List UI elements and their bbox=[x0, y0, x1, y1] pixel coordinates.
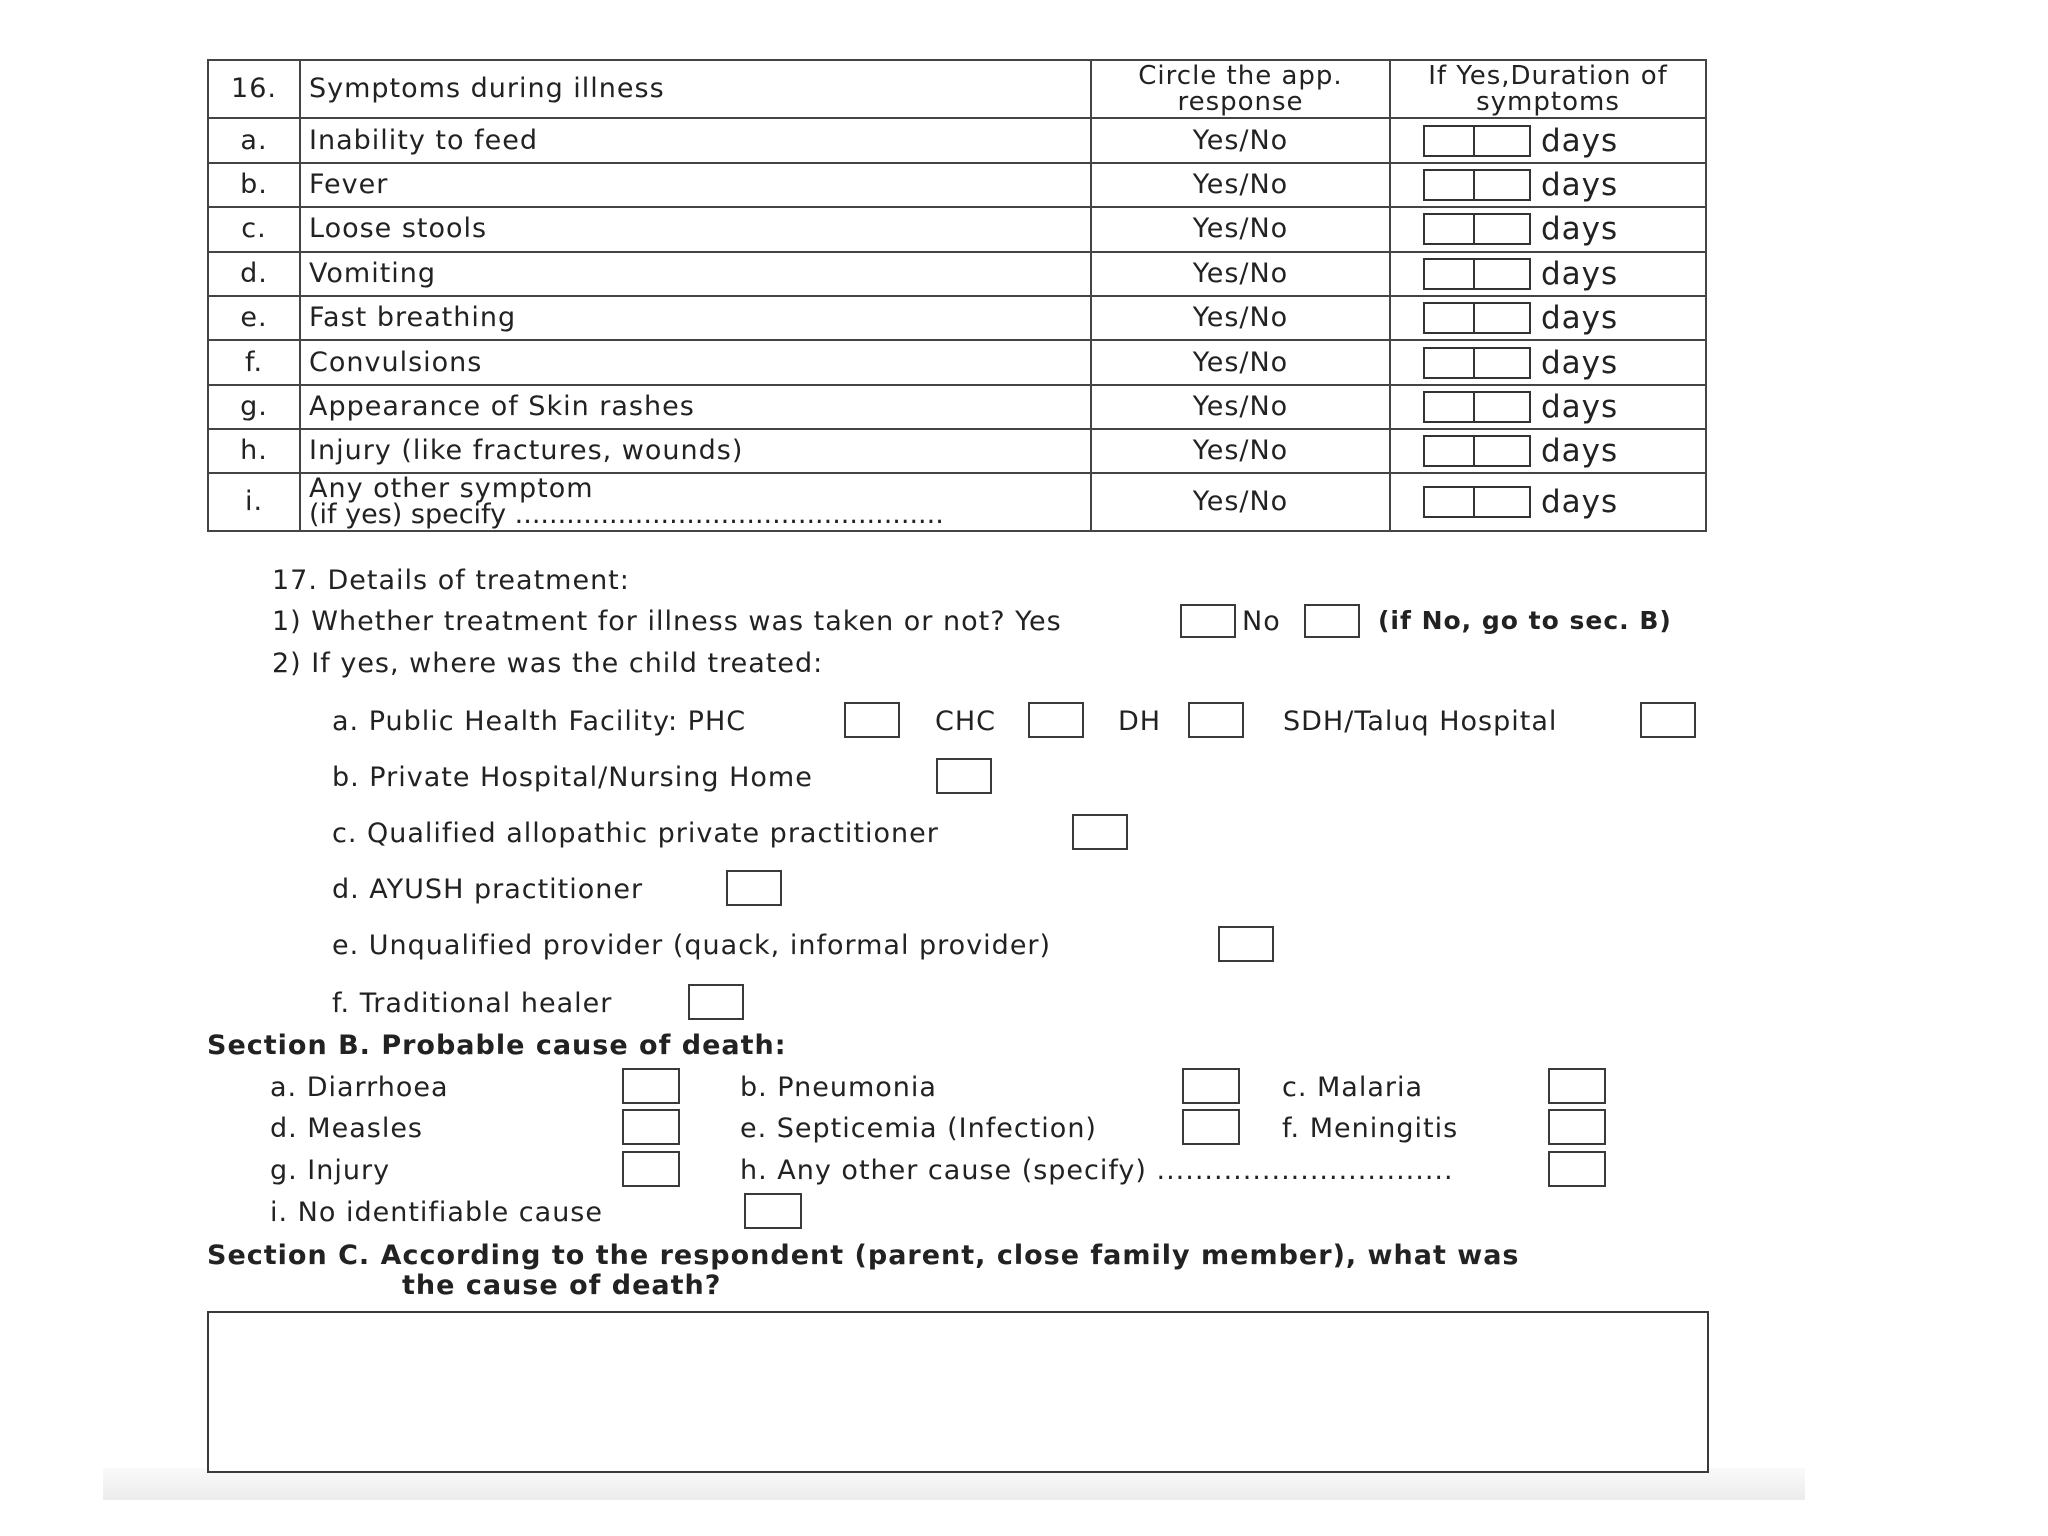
private-hospital-label: b. Private Hospital/Nursing Home bbox=[332, 762, 813, 793]
allopathic-practitioner-checkbox[interactable] bbox=[1072, 814, 1128, 850]
traditional-healer-label: f. Traditional healer bbox=[332, 988, 613, 1019]
unqualified-provider-label: e. Unqualified provider (quack, informal provider) bbox=[332, 930, 1052, 961]
duration-digit-box[interactable] bbox=[1475, 213, 1531, 245]
table-row bbox=[208, 252, 1706, 296]
skip-note: (if No, go to sec. B) bbox=[1378, 606, 1672, 635]
symptom-label: Vomiting bbox=[300, 252, 1091, 296]
duration-digit-box[interactable] bbox=[1423, 486, 1475, 518]
days-label: days bbox=[1541, 388, 1619, 425]
cause-meningitis-checkbox[interactable] bbox=[1548, 1109, 1606, 1145]
private-hospital-checkbox[interactable] bbox=[936, 758, 992, 794]
row-id: b. bbox=[208, 163, 300, 207]
unqualified-provider-checkbox[interactable] bbox=[1218, 926, 1274, 962]
section-c-title-cont: the cause of death? bbox=[402, 1270, 722, 1301]
respondent-cause-textarea[interactable] bbox=[207, 1311, 1709, 1473]
cause-other-checkbox[interactable] bbox=[1548, 1151, 1606, 1187]
days-label: days bbox=[1541, 484, 1619, 521]
cause-pneumonia-label: b. Pneumonia bbox=[740, 1072, 937, 1103]
header-response: Circle the app. response bbox=[1091, 60, 1390, 118]
cause-none-checkbox[interactable] bbox=[744, 1193, 802, 1229]
table-row bbox=[208, 473, 1706, 531]
row-id: a. bbox=[208, 118, 300, 162]
cause-meningitis-label: f. Meningitis bbox=[1282, 1113, 1459, 1144]
duration-digit-box[interactable] bbox=[1423, 391, 1475, 423]
table-row bbox=[208, 385, 1706, 429]
table-row bbox=[208, 207, 1706, 251]
duration-digit-box[interactable] bbox=[1475, 169, 1531, 201]
days-label: days bbox=[1541, 211, 1619, 248]
symptom-label: Appearance of Skin rashes bbox=[300, 385, 1091, 429]
duration-digit-box[interactable] bbox=[1423, 125, 1475, 157]
table-row bbox=[208, 429, 1706, 473]
chc-checkbox[interactable] bbox=[1028, 702, 1084, 738]
cause-injury-label: g. Injury bbox=[270, 1155, 391, 1186]
symptom-label: Inability to feed bbox=[300, 118, 1091, 162]
cause-pneumonia-checkbox[interactable] bbox=[1182, 1068, 1240, 1104]
specify-line[interactable]: (if yes) specify .................................................. bbox=[309, 499, 944, 531]
cause-none-label: i. No identifiable cause bbox=[270, 1197, 603, 1228]
duration-digit-box[interactable] bbox=[1475, 125, 1531, 157]
yes-no-response[interactable]: Yes/No bbox=[1091, 296, 1390, 340]
table-row bbox=[208, 340, 1706, 384]
duration-cell bbox=[1390, 429, 1706, 473]
cause-diarrhoea-checkbox[interactable] bbox=[622, 1068, 680, 1104]
duration-cell bbox=[1390, 473, 1706, 531]
cause-diarrhoea-label: a. Diarrhoea bbox=[270, 1072, 449, 1103]
symptom-label: Convulsions bbox=[300, 340, 1091, 384]
yes-no-response[interactable]: Yes/No bbox=[1091, 118, 1390, 162]
duration-cell bbox=[1390, 340, 1706, 384]
cause-measles-label: d. Measles bbox=[270, 1113, 424, 1144]
row-id: g. bbox=[208, 385, 300, 429]
symptom-label: Loose stools bbox=[300, 207, 1091, 251]
question-number: 16. bbox=[208, 60, 300, 118]
ayush-label: d. AYUSH practitioner bbox=[332, 874, 644, 905]
section-b-title: Section B. Probable cause of death: bbox=[207, 1030, 787, 1061]
duration-digit-box[interactable] bbox=[1423, 258, 1475, 290]
sdh-label: SDH/Taluq Hospital bbox=[1283, 706, 1558, 737]
duration-cell bbox=[1390, 163, 1706, 207]
symptoms-table bbox=[207, 59, 1707, 532]
ayush-checkbox[interactable] bbox=[726, 870, 782, 906]
duration-digit-box[interactable] bbox=[1423, 169, 1475, 201]
duration-cell bbox=[1390, 207, 1706, 251]
row-id: h. bbox=[208, 429, 300, 473]
duration-digit-box[interactable] bbox=[1475, 302, 1531, 334]
yes-no-response[interactable]: Yes/No bbox=[1091, 252, 1390, 296]
public-facility-label: a. Public Health Facility: PHC bbox=[332, 706, 747, 737]
dh-label: DH bbox=[1118, 706, 1162, 737]
dh-checkbox[interactable] bbox=[1188, 702, 1244, 738]
q17-2-text: 2) If yes, where was the child treated: bbox=[272, 648, 824, 679]
cause-malaria-checkbox[interactable] bbox=[1548, 1068, 1606, 1104]
duration-cell bbox=[1390, 296, 1706, 340]
phc-checkbox[interactable] bbox=[844, 702, 900, 738]
table-row bbox=[208, 118, 1706, 162]
symptom-label: Fever bbox=[300, 163, 1091, 207]
yes-no-response[interactable]: Yes/No bbox=[1091, 163, 1390, 207]
duration-digit-box[interactable] bbox=[1475, 258, 1531, 290]
cause-other-label: h. Any other cause (specify) ............................... bbox=[740, 1155, 1454, 1186]
row-id: e. bbox=[208, 296, 300, 340]
no-label: No bbox=[1242, 606, 1281, 637]
cause-malaria-label: c. Malaria bbox=[1282, 1072, 1424, 1103]
table-row bbox=[208, 163, 1706, 207]
days-label: days bbox=[1541, 344, 1619, 381]
cause-injury-checkbox[interactable] bbox=[622, 1151, 680, 1187]
days-label: days bbox=[1541, 167, 1619, 204]
duration-digit-box[interactable] bbox=[1423, 435, 1475, 467]
symptom-label: Fast breathing bbox=[300, 296, 1091, 340]
treatment-yes-checkbox[interactable] bbox=[1180, 604, 1236, 638]
days-label: days bbox=[1541, 255, 1619, 292]
header-symptom: Symptoms during illness bbox=[300, 60, 1091, 118]
duration-digit-box[interactable] bbox=[1475, 347, 1531, 379]
q17-1-text: 1) Whether treatment for illness was taken or not? Yes bbox=[272, 606, 1062, 637]
duration-digit-box[interactable] bbox=[1423, 302, 1475, 334]
days-label: days bbox=[1541, 300, 1619, 337]
yes-no-response[interactable]: Yes/No bbox=[1091, 207, 1390, 251]
yes-no-response[interactable]: Yes/No bbox=[1091, 385, 1390, 429]
table-row bbox=[208, 296, 1706, 340]
section-c-title: Section C. According to the respondent (parent, close family member), what was bbox=[207, 1240, 1520, 1271]
row-id: i. bbox=[208, 473, 300, 531]
row-id: d. bbox=[208, 252, 300, 296]
duration-digit-box[interactable] bbox=[1475, 391, 1531, 423]
traditional-healer-checkbox[interactable] bbox=[688, 984, 744, 1020]
sdh-checkbox[interactable] bbox=[1640, 702, 1696, 738]
q17-title: 17. Details of treatment: bbox=[272, 565, 630, 596]
symptom-label: Any other symptom bbox=[309, 473, 594, 505]
duration-digit-box[interactable] bbox=[1475, 435, 1531, 467]
days-label: days bbox=[1541, 433, 1619, 470]
table-header-row bbox=[208, 60, 1706, 118]
duration-cell bbox=[1390, 385, 1706, 429]
yes-no-response[interactable]: Yes/No bbox=[1091, 340, 1390, 384]
yes-no-response[interactable]: Yes/No bbox=[1091, 473, 1390, 531]
duration-digit-box[interactable] bbox=[1423, 213, 1475, 245]
duration-digit-box[interactable] bbox=[1475, 486, 1531, 518]
cause-measles-checkbox[interactable] bbox=[622, 1109, 680, 1145]
duration-digit-box[interactable] bbox=[1423, 347, 1475, 379]
cause-septicemia-checkbox[interactable] bbox=[1182, 1109, 1240, 1145]
symptom-label: Injury (like fractures, wounds) bbox=[300, 429, 1091, 473]
days-label: days bbox=[1541, 122, 1619, 159]
other-symptom-cell bbox=[300, 473, 1091, 531]
yes-no-response[interactable]: Yes/No bbox=[1091, 429, 1390, 473]
row-id: f. bbox=[208, 340, 300, 384]
row-id: c. bbox=[208, 207, 300, 251]
treatment-no-checkbox[interactable] bbox=[1304, 604, 1360, 638]
cause-septicemia-label: e. Septicemia (Infection) bbox=[740, 1113, 1097, 1144]
allopathic-practitioner-label: c. Qualified allopathic private practitioner bbox=[332, 818, 939, 849]
chc-label: CHC bbox=[935, 706, 997, 737]
duration-cell bbox=[1390, 118, 1706, 162]
duration-cell bbox=[1390, 252, 1706, 296]
header-duration: If Yes,Duration of symptoms bbox=[1390, 60, 1706, 118]
